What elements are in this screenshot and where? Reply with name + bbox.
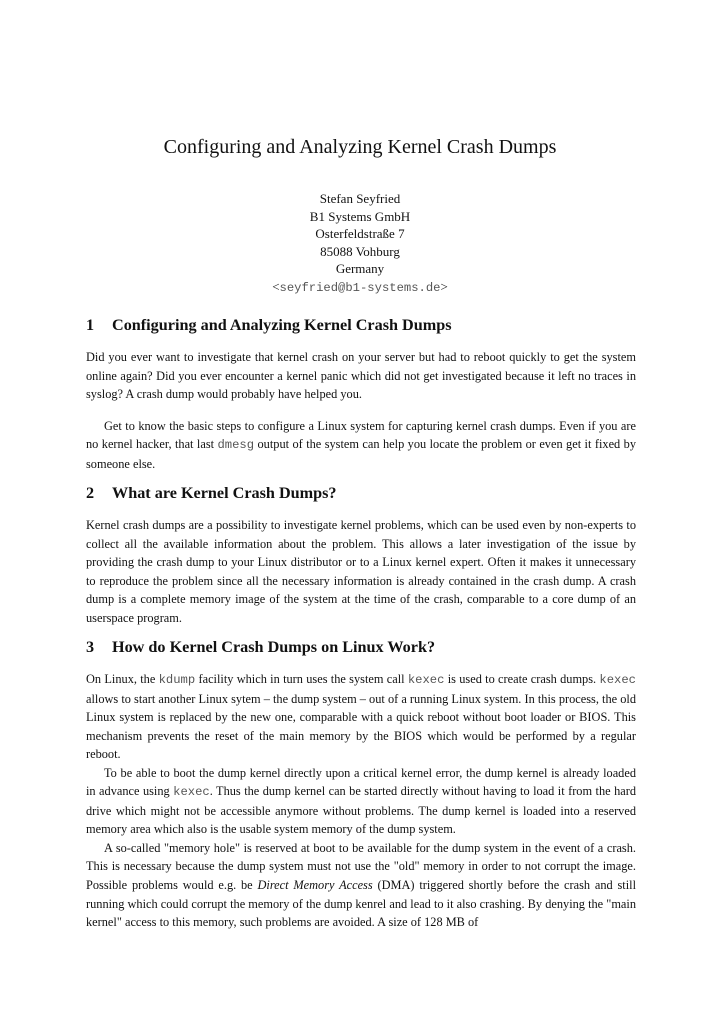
text-run: . Thus the dump kernel can be started directly without having to load it from the hard drive which might not be accessible anymore without problems. The dump kernel is loaded into a reserved memory area which also is the usable system memory of the dump system.: [86, 784, 636, 837]
section-number: 2: [86, 484, 95, 502]
inline-code: kdump: [158, 673, 196, 687]
text-run: facility which in turn uses the system call: [195, 672, 408, 686]
section-title: What are Kernel Crash Dumps?: [112, 484, 337, 502]
section-3: [86, 637, 636, 932]
inline-code: kexec: [407, 673, 445, 687]
text-run: (DMA) triggered shortly before the crash and still running which could corrupt the memory of the dump kenrel and lead to it also crashing. By denying the "main kernel" access to this memory, such problems are avoided. A size of 128 MB of: [86, 878, 637, 930]
paper-title: Configuring and Analyzing Kernel Crash Dumps: [163, 136, 557, 158]
text-run: allows to start another Linux sytem – the dump system – out of a running Linux system. In this process, the old Linux system is replaced by the new one, comparable with a quick reboot without boot loader or BIOS. This mechanism prevents the reset of the main memory by the BIOS which would be performed by a regular reboot.: [86, 691, 636, 762]
section-heading: [86, 483, 636, 503]
author-email-line: <seyfried@b1-systems.de>: [272, 278, 448, 295]
section-heading: [86, 637, 636, 657]
inline-code: kexec: [173, 785, 210, 800]
inline-code: dmesg: [217, 438, 255, 453]
author-name: Stefan Seyfried: [319, 191, 401, 206]
section-title: Configuring and Analyzing Kernel Crash Dumps: [112, 316, 452, 334]
text-run: To be able to boot the dump kernel directly upon a critical kernel error, the dump kernel is already loaded in advance using: [86, 765, 636, 799]
text-run: A so-called "memory hole" is reserved at boot to be available for the dump system in the event of a crash. This is necessary because the dump system must not use the "old" memory in order to not corrupt the image. Possible problems would e.g. be: [86, 840, 636, 893]
section-1: [86, 315, 636, 473]
paragraph: Did you ever want to investigate that kernel crash on your server but had to reboot quickly to get the system online again? Did you ever encounter a kernel panic which did not get investigated because it left no traces in syslog? A crash dump would probably have helped you.: [86, 350, 636, 402]
author-company: B1 Systems GmbH: [309, 208, 411, 224]
paragraph: [86, 764, 636, 839]
text-run: Get to know the basic steps to configure a Linux system for capturing kernel crash dumps. Even if you are no kernel hacker, that last: [86, 418, 636, 452]
paragraph: [86, 670, 636, 764]
author-street: Osterfeldstraße 7: [315, 226, 405, 242]
author-email[interactable]: seyfried@b1-systems.de: [279, 280, 441, 295]
paragraph: [86, 417, 636, 474]
author-block: [0, 190, 720, 298]
paragraph: [86, 839, 636, 932]
emphasis: Direct Memory Access: [257, 878, 373, 893]
text-run: On Linux, the: [86, 672, 159, 686]
section-number: 1: [86, 316, 95, 334]
inline-code: kexec: [599, 673, 636, 687]
section-number: 3: [86, 638, 95, 656]
text-run: output of the system can help you locate the problem or even get it fixed by someone else.: [86, 437, 636, 471]
section-2: [86, 483, 636, 627]
paragraph: Kernel crash dumps are a possibility to investigate kernel problems, which can be used even by non-experts to collect all the available information about the problem. This allows a later investigation of the issue by providing the crash dump to your Linux distributor or to a Linux kernel expert. Often it makes it unnecessary to reproduce the problem since all the necessary information is already contained in the crash dump. A crash dump is a complete memory image of the system at the time of the crash, comparable to a core dump of an userspace program.: [86, 518, 636, 625]
section-heading: [86, 315, 636, 335]
text-run: is used to create crash dumps.: [444, 672, 600, 686]
author-city: 85088 Vohburg: [320, 243, 400, 259]
author-country: Germany: [335, 261, 385, 277]
section-title: How do Kernel Crash Dumps on Linux Work?: [112, 638, 436, 656]
